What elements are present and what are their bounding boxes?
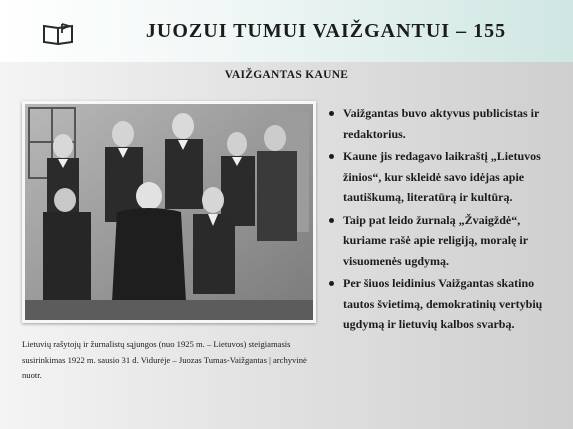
bullet-dot-icon: [329, 111, 334, 116]
bullet-text: Kaune jis redagavo laikraštį „Lietuvos žinios“, kur skleidė savo idėjas apie tautiškumą, literatūrą ir kultūrą.: [343, 149, 541, 204]
bullet-item: [326, 273, 554, 335]
book-flag-icon: [42, 22, 76, 46]
bullet-dot-icon: [329, 154, 334, 159]
bullet-dot-icon: [329, 218, 334, 223]
bullet-item: [326, 146, 554, 208]
header-bar: [0, 0, 573, 62]
page-title: JUOZUI TUMUI VAIŽGANTUI – 155: [145, 20, 507, 42]
photo-caption: Lietuvių rašytojų ir žurnalistų sąjungos (nuo 1925 m. – Lietuvos) steigiamasis susirinkimas 1922 m. sausio 31 d. Vidurėje – Juozas Tumas-Vaižgantas | archyvinė nuotr.: [22, 339, 307, 380]
archival-photo-frame: [22, 101, 316, 323]
bullet-text: Taip pat leido žurnalą „Žvaigždė“, kuriame rašė apie religiją, moralę ir visuomenės ugdymą.: [343, 212, 528, 268]
bullet-item: [326, 103, 554, 144]
bullet-dot-icon: [329, 281, 334, 286]
photo-illustration: [25, 104, 313, 320]
bullet-item: [326, 210, 554, 272]
section-subtitle: VAIŽGANTAS KAUNE: [224, 69, 349, 81]
archival-group-photo: [25, 104, 313, 320]
bullet-list: [326, 103, 554, 337]
bullet-text: Per šiuos leidinius Vaižgantas skatino tautos švietimą, demokratinių vertybių ugdymą ir lietuvių kalbos svarbą.: [343, 276, 543, 331]
bullet-text: Vaižgantas buvo aktyvus publicistas ir redaktorius.: [343, 106, 540, 141]
